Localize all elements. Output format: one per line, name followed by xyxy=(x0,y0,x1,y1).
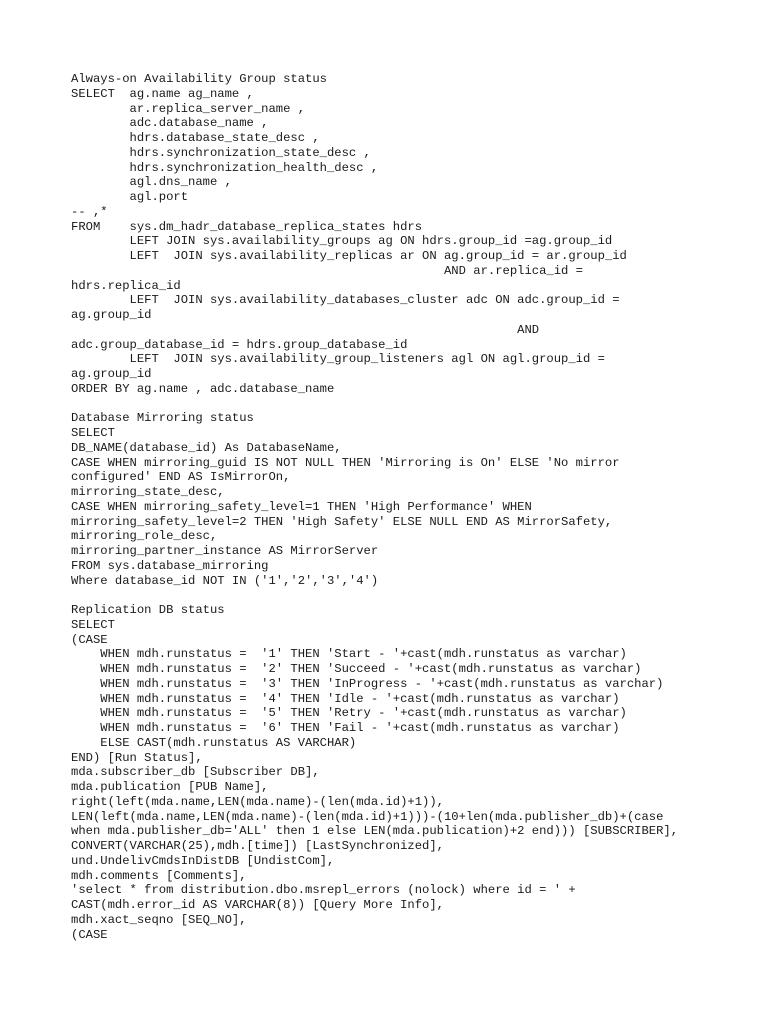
code-line: END) [Run Status], xyxy=(71,750,203,765)
code-line: CASE WHEN mirroring_guid IS NOT NULL THEN 'Mirroring is On' ELSE 'No mirror xyxy=(71,455,620,470)
code-line: (CASE xyxy=(71,927,108,942)
code-line: (CASE xyxy=(71,632,108,647)
code-line: ELSE CAST(mdh.runstatus AS VARCHAR) xyxy=(71,735,357,750)
code-line: ag.group_id xyxy=(71,367,152,381)
code-line: hdrs.database_state_desc , xyxy=(71,131,320,145)
code-line: mirroring_state_desc, xyxy=(71,485,225,499)
code-line: 'select * from distribution.dbo.msrepl_errors (nolock) where id = ' + xyxy=(71,883,576,898)
code-line: LEFT JOIN sys.availability_groups ag ON hdrs.group_id =ag.group_id xyxy=(71,234,613,249)
code-line: Always-on Availability Group status xyxy=(71,72,327,86)
code-line: when mda.publisher_db='ALL' then 1 else LEN(mda.publication)+2 end))) [SUBSCRIBER], xyxy=(71,824,679,839)
code-line: Replication DB status xyxy=(71,603,225,617)
code-line: FROM sys.database_mirroring xyxy=(71,558,269,573)
code-line: agl.port xyxy=(71,190,189,204)
code-line: CAST(mdh.error_id AS VARCHAR(8)) [Query More Info], xyxy=(71,898,444,912)
code-line: -- ,* xyxy=(71,204,108,219)
code-line: adc.database_name , xyxy=(71,116,269,131)
code-line: hdrs.synchronization_health_desc , xyxy=(71,160,379,175)
document-page xyxy=(71,72,761,942)
code-line: hdrs.replica_id xyxy=(71,278,181,293)
code-line: mirroring_role_desc, xyxy=(71,529,218,544)
code-line: ag.group_id xyxy=(71,308,152,322)
code-line: Where database_id NOT IN ('1','2','3','4') xyxy=(71,573,379,588)
code-line: agl.dns_name , xyxy=(71,175,232,190)
code-line: mdh.xact_seqno [SEQ_NO], xyxy=(71,912,247,927)
code-line: CASE WHEN mirroring_safety_level=1 THEN 'High Performance' WHEN xyxy=(71,499,532,514)
code-line: SELECT ag.name ag_name , xyxy=(71,86,254,101)
code-line: ar.replica_server_name , xyxy=(71,101,306,116)
code-line xyxy=(71,397,761,412)
code-line: WHEN mdh.runstatus = '3' THEN 'InProgress - '+cast(mdh.runstatus as varchar) xyxy=(71,676,664,691)
code-line: mdh.comments [Comments], xyxy=(71,868,247,883)
code-line: WHEN mdh.runstatus = '4' THEN 'Idle - '+cast(mdh.runstatus as varchar) xyxy=(71,691,620,706)
code-line: mda.publication [PUB Name], xyxy=(71,780,269,794)
code-line: LEFT JOIN sys.availability_group_listeners agl ON agl.group_id = xyxy=(71,352,605,367)
code-line: adc.group_database_id = hdrs.group_database_id xyxy=(71,337,408,352)
code-line: right(left(mda.name,LEN(mda.name)-(len(mda.id)+1)), xyxy=(71,794,444,809)
code-line: WHEN mdh.runstatus = '6' THEN 'Fail - '+cast(mdh.runstatus as varchar) xyxy=(71,721,620,735)
code-line: CONVERT(VARCHAR(25),mdh.[time]) [LastSynchronized], xyxy=(71,839,444,853)
code-line: DB_NAME(database_id) As DatabaseName, xyxy=(71,440,342,455)
code-line: und.UndelivCmdsInDistDB [UndistCom], xyxy=(71,853,335,868)
code-line: FROM sys.dm_hadr_database_replica_states hdrs xyxy=(71,219,423,234)
code-line: ORDER BY ag.name , adc.database_name xyxy=(71,381,335,396)
code-line: AND xyxy=(71,322,540,337)
code-line: configured' END AS IsMirrorOn, xyxy=(71,470,291,485)
code-line: SELECT xyxy=(71,617,115,632)
code-line: AND ar.replica_id = xyxy=(71,263,583,278)
code-line: Database Mirroring status xyxy=(71,411,254,426)
code-line: LEN(left(mda.name,LEN(mda.name)-(len(mda.id)+1)))-(10+len(mda.publisher_db)+(case xyxy=(71,809,664,824)
code-line: LEFT JOIN sys.availability_databases_cluster adc ON adc.group_id = xyxy=(71,293,620,308)
code-line: hdrs.synchronization_state_desc , xyxy=(71,145,371,160)
code-line: WHEN mdh.runstatus = '2' THEN 'Succeed - '+cast(mdh.runstatus as varchar) xyxy=(71,662,642,676)
code-line: mirroring_partner_instance AS MirrorServer xyxy=(71,544,379,558)
code-line: LEFT JOIN sys.availability_replicas ar ON ag.group_id = ar.group_id xyxy=(71,249,627,263)
code-line xyxy=(71,588,761,603)
code-line: WHEN mdh.runstatus = '1' THEN 'Start - '+cast(mdh.runstatus as varchar) xyxy=(71,647,627,662)
code-line: mda.subscriber_db [Subscriber DB], xyxy=(71,765,320,780)
code-line: SELECT xyxy=(71,426,115,440)
code-line: mirroring_safety_level=2 THEN 'High Safety' ELSE NULL END AS MirrorSafety, xyxy=(71,514,613,529)
code-line: WHEN mdh.runstatus = '5' THEN 'Retry - '+cast(mdh.runstatus as varchar) xyxy=(71,706,627,721)
